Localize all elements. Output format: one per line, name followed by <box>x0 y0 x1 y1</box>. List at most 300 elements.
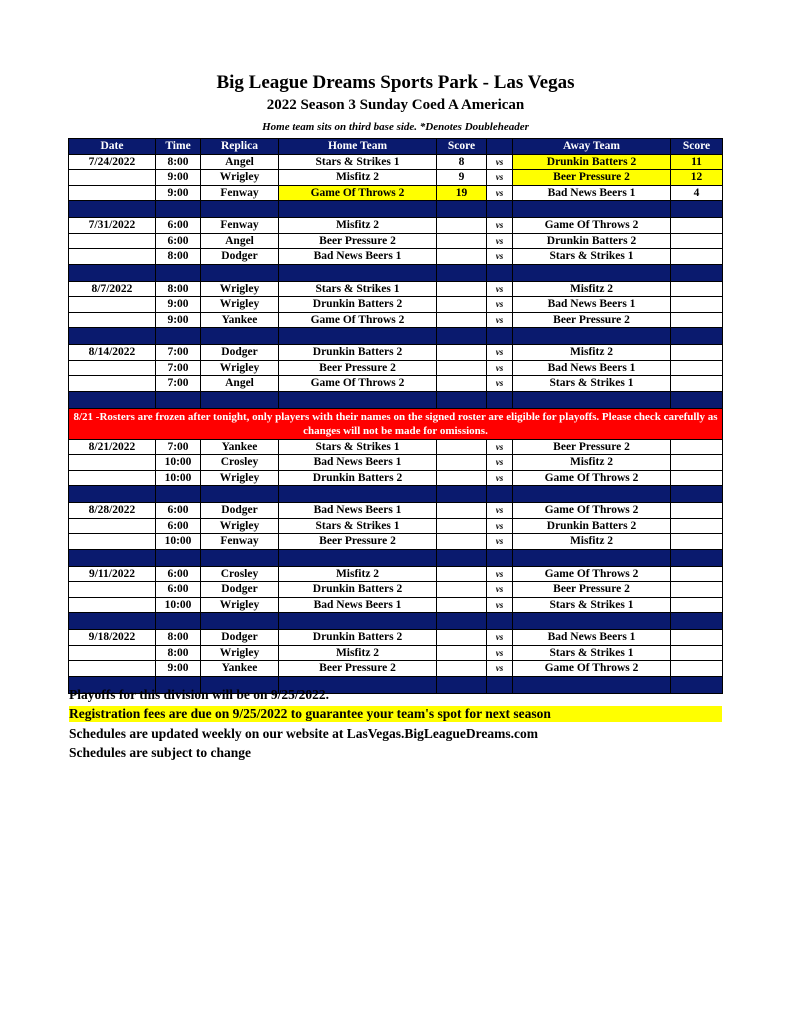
cell-date <box>69 661 156 677</box>
cell-home-score <box>437 455 487 471</box>
cell-date: 9/18/2022 <box>69 630 156 646</box>
cell-replica: Fenway <box>201 218 279 234</box>
separator-cell <box>513 201 671 218</box>
game-row <box>69 312 723 328</box>
week-separator <box>69 486 723 503</box>
game-row <box>69 630 723 646</box>
cell-away-score <box>671 281 723 297</box>
game-row <box>69 661 723 677</box>
separator-cell <box>487 676 513 693</box>
cell-time: 10:00 <box>156 470 201 486</box>
separator-cell <box>671 201 723 218</box>
cell-replica: Dodger <box>201 503 279 519</box>
cell-date <box>69 185 156 201</box>
cell-home-score <box>437 534 487 550</box>
playoffs-note: Playoffs for this division will be on 9/25/2022. <box>69 687 330 702</box>
cell-time: 10:00 <box>156 597 201 613</box>
cell-home-score <box>437 439 487 455</box>
separator-cell <box>69 549 156 566</box>
game-row <box>69 439 723 455</box>
cell-home-score <box>437 503 487 519</box>
col-away-score: Score <box>671 139 723 155</box>
vs-label: vs <box>487 154 513 170</box>
cell-home: Beer Pressure 2 <box>279 360 437 376</box>
separator-cell <box>156 486 201 503</box>
cell-away-score: 11 <box>671 154 723 170</box>
cell-away-score <box>671 360 723 376</box>
cell-home-score <box>437 376 487 392</box>
col-away-team: Away Team <box>513 139 671 155</box>
separator-cell <box>437 676 487 693</box>
cell-away-score <box>671 455 723 471</box>
cell-time: 6:00 <box>156 503 201 519</box>
cell-date <box>69 645 156 661</box>
separator-cell <box>279 613 437 630</box>
game-row <box>69 503 723 519</box>
cell-home-score <box>437 249 487 265</box>
separator-cell <box>487 391 513 408</box>
cell-replica: Wrigley <box>201 597 279 613</box>
cell-away: Beer Pressure 2 <box>513 312 671 328</box>
game-row <box>69 566 723 582</box>
cell-away: Beer Pressure 2 <box>513 582 671 598</box>
cell-home: Game Of Throws 2 <box>279 376 437 392</box>
separator-cell <box>513 613 671 630</box>
vs-label: vs <box>487 534 513 550</box>
change-note: Schedules are subject to change <box>69 745 251 760</box>
cell-away-score <box>671 439 723 455</box>
cell-away: Bad News Beers 1 <box>513 185 671 201</box>
separator-cell <box>513 676 671 693</box>
cell-away: Misfitz 2 <box>513 455 671 471</box>
cell-away-score <box>671 518 723 534</box>
roster-notice <box>69 408 723 439</box>
vs-label: vs <box>487 233 513 249</box>
cell-home-score <box>437 597 487 613</box>
cell-date <box>69 312 156 328</box>
vs-label: vs <box>487 185 513 201</box>
separator-cell <box>437 328 487 345</box>
cell-time: 10:00 <box>156 534 201 550</box>
separator-cell <box>513 549 671 566</box>
separator-cell <box>437 486 487 503</box>
separator-cell <box>279 391 437 408</box>
separator-cell <box>437 613 487 630</box>
cell-date: 7/31/2022 <box>69 218 156 234</box>
game-row <box>69 582 723 598</box>
separator-cell <box>201 613 279 630</box>
vs-label: vs <box>487 439 513 455</box>
cell-date <box>69 597 156 613</box>
cell-time: 8:00 <box>156 645 201 661</box>
vs-label: vs <box>487 345 513 361</box>
cell-away-score <box>671 645 723 661</box>
game-row <box>69 518 723 534</box>
cell-away: Bad News Beers 1 <box>513 360 671 376</box>
cell-date: 7/24/2022 <box>69 154 156 170</box>
cell-time: 9:00 <box>156 297 201 313</box>
cell-time: 6:00 <box>156 233 201 249</box>
cell-date: 9/11/2022 <box>69 566 156 582</box>
cell-away-score <box>671 470 723 486</box>
cell-time: 7:00 <box>156 439 201 455</box>
cell-home: Drunkin Batters 2 <box>279 470 437 486</box>
separator-cell <box>671 391 723 408</box>
game-row <box>69 233 723 249</box>
cell-time: 9:00 <box>156 312 201 328</box>
cell-home-score <box>437 566 487 582</box>
cell-replica: Wrigley <box>201 645 279 661</box>
cell-home: Drunkin Batters 2 <box>279 630 437 646</box>
cell-home: Game Of Throws 2 <box>279 185 437 201</box>
game-row <box>69 376 723 392</box>
cell-replica: Wrigley <box>201 281 279 297</box>
cell-date <box>69 470 156 486</box>
cell-away-score <box>671 597 723 613</box>
cell-away: Game Of Throws 2 <box>513 566 671 582</box>
cell-away: Game Of Throws 2 <box>513 218 671 234</box>
cell-date: 8/21/2022 <box>69 439 156 455</box>
col-vs <box>487 139 513 155</box>
separator-cell <box>487 264 513 281</box>
separator-cell <box>69 613 156 630</box>
vs-label: vs <box>487 170 513 186</box>
game-row <box>69 185 723 201</box>
vs-label: vs <box>487 281 513 297</box>
cell-away: Game Of Throws 2 <box>513 661 671 677</box>
vs-label: vs <box>487 249 513 265</box>
separator-cell <box>513 486 671 503</box>
game-row <box>69 218 723 234</box>
cell-replica: Wrigley <box>201 170 279 186</box>
schedule-table <box>68 138 723 694</box>
cell-away-score <box>671 503 723 519</box>
separator-cell <box>437 201 487 218</box>
separator-cell <box>671 264 723 281</box>
cell-away: Drunkin Batters 2 <box>513 233 671 249</box>
game-row <box>69 360 723 376</box>
cell-time: 8:00 <box>156 281 201 297</box>
cell-away: Game Of Throws 2 <box>513 503 671 519</box>
vs-label: vs <box>487 566 513 582</box>
game-row <box>69 597 723 613</box>
cell-away-score <box>671 345 723 361</box>
separator-cell <box>156 613 201 630</box>
separator-cell <box>201 201 279 218</box>
cell-replica: Dodger <box>201 345 279 361</box>
cell-time: 8:00 <box>156 249 201 265</box>
cell-home: Beer Pressure 2 <box>279 233 437 249</box>
separator-cell <box>487 549 513 566</box>
cell-home-score <box>437 281 487 297</box>
cell-replica: Wrigley <box>201 470 279 486</box>
separator-cell <box>437 549 487 566</box>
cell-home: Stars & Strikes 1 <box>279 439 437 455</box>
cell-home-score <box>437 312 487 328</box>
cell-time: 10:00 <box>156 455 201 471</box>
cell-replica: Wrigley <box>201 518 279 534</box>
vs-label: vs <box>487 661 513 677</box>
cell-away-score: 4 <box>671 185 723 201</box>
cell-date: 8/7/2022 <box>69 281 156 297</box>
vs-label: vs <box>487 312 513 328</box>
col-replica: Replica <box>201 139 279 155</box>
separator-cell <box>487 486 513 503</box>
cell-home: Misfitz 2 <box>279 218 437 234</box>
separator-cell <box>201 328 279 345</box>
game-row <box>69 455 723 471</box>
game-row <box>69 534 723 550</box>
cell-away-score <box>671 534 723 550</box>
separator-cell <box>671 676 723 693</box>
cell-away: Stars & Strikes 1 <box>513 249 671 265</box>
game-row <box>69 345 723 361</box>
cell-date <box>69 582 156 598</box>
cell-away-score <box>671 249 723 265</box>
vs-label: vs <box>487 360 513 376</box>
cell-replica: Yankee <box>201 439 279 455</box>
cell-home: Bad News Beers 1 <box>279 249 437 265</box>
cell-replica: Dodger <box>201 249 279 265</box>
game-row <box>69 249 723 265</box>
cell-time: 6:00 <box>156 518 201 534</box>
separator-cell <box>201 264 279 281</box>
cell-home: Misfitz 2 <box>279 170 437 186</box>
separator-cell <box>487 328 513 345</box>
vs-label: vs <box>487 597 513 613</box>
vs-label: vs <box>487 218 513 234</box>
cell-date: 8/28/2022 <box>69 503 156 519</box>
cell-home-score <box>437 518 487 534</box>
week-separator <box>69 264 723 281</box>
separator-cell <box>279 486 437 503</box>
cell-home: Beer Pressure 2 <box>279 661 437 677</box>
cell-time: 7:00 <box>156 376 201 392</box>
separator-cell <box>201 391 279 408</box>
cell-replica: Wrigley <box>201 360 279 376</box>
cell-time: 8:00 <box>156 154 201 170</box>
col-home-team: Home Team <box>279 139 437 155</box>
cell-time: 9:00 <box>156 661 201 677</box>
vs-label: vs <box>487 518 513 534</box>
separator-cell <box>156 264 201 281</box>
cell-away: Stars & Strikes 1 <box>513 645 671 661</box>
separator-cell <box>201 549 279 566</box>
cell-home: Drunkin Batters 2 <box>279 345 437 361</box>
cell-away: Beer Pressure 2 <box>513 170 671 186</box>
separator-cell <box>437 264 487 281</box>
separator-cell <box>437 391 487 408</box>
week-separator <box>69 613 723 630</box>
week-separator <box>69 391 723 408</box>
vs-label: vs <box>487 645 513 661</box>
separator-cell <box>69 486 156 503</box>
cell-time: 6:00 <box>156 582 201 598</box>
registration-note: Registration fees are due on 9/25/2022 to guarantee your team's spot for next season <box>69 706 722 722</box>
separator-cell <box>487 201 513 218</box>
cell-replica: Yankee <box>201 312 279 328</box>
separator-cell <box>513 264 671 281</box>
col-time: Time <box>156 139 201 155</box>
vs-label: vs <box>487 630 513 646</box>
cell-home: Bad News Beers 1 <box>279 455 437 471</box>
separator-cell <box>156 201 201 218</box>
separator-cell <box>201 486 279 503</box>
cell-away: Stars & Strikes 1 <box>513 376 671 392</box>
cell-replica: Crosley <box>201 566 279 582</box>
separator-cell <box>156 391 201 408</box>
vs-label: vs <box>487 297 513 313</box>
vs-label: vs <box>487 470 513 486</box>
cell-date: 8/14/2022 <box>69 345 156 361</box>
week-separator <box>69 549 723 566</box>
cell-home: Bad News Beers 1 <box>279 503 437 519</box>
cell-date <box>69 360 156 376</box>
col-home-score: Score <box>437 139 487 155</box>
cell-away: Game Of Throws 2 <box>513 470 671 486</box>
vs-label: vs <box>487 503 513 519</box>
cell-time: 8:00 <box>156 630 201 646</box>
cell-away: Misfitz 2 <box>513 534 671 550</box>
cell-replica: Crosley <box>201 455 279 471</box>
header-row <box>69 139 723 155</box>
cell-away: Bad News Beers 1 <box>513 297 671 313</box>
separator-cell <box>487 613 513 630</box>
cell-home-score <box>437 645 487 661</box>
separator-cell <box>671 486 723 503</box>
separator-cell <box>69 264 156 281</box>
cell-home-score <box>437 233 487 249</box>
cell-date <box>69 455 156 471</box>
game-row <box>69 645 723 661</box>
cell-home-score: 19 <box>437 185 487 201</box>
cell-date <box>69 233 156 249</box>
separator-cell <box>279 264 437 281</box>
game-row <box>69 297 723 313</box>
cell-date <box>69 534 156 550</box>
cell-home: Misfitz 2 <box>279 566 437 582</box>
cell-date <box>69 249 156 265</box>
cell-away-score <box>671 661 723 677</box>
cell-replica: Fenway <box>201 185 279 201</box>
schedule-body <box>69 154 723 693</box>
cell-replica: Dodger <box>201 582 279 598</box>
cell-home-score <box>437 297 487 313</box>
cell-away-score <box>671 630 723 646</box>
cell-home-score <box>437 582 487 598</box>
cell-away-score <box>671 218 723 234</box>
separator-cell <box>671 549 723 566</box>
cell-away: Stars & Strikes 1 <box>513 597 671 613</box>
separator-cell <box>69 391 156 408</box>
separator-cell <box>279 549 437 566</box>
cell-home: Stars & Strikes 1 <box>279 281 437 297</box>
cell-home-score <box>437 345 487 361</box>
cell-away-score <box>671 233 723 249</box>
cell-home-score <box>437 470 487 486</box>
website-note: Schedules are updated weekly on our website at LasVegas.BigLeagueDreams.com <box>69 726 539 741</box>
cell-time: 9:00 <box>156 185 201 201</box>
cell-time: 6:00 <box>156 566 201 582</box>
cell-home: Beer Pressure 2 <box>279 534 437 550</box>
cell-date <box>69 170 156 186</box>
cell-replica: Angel <box>201 233 279 249</box>
cell-replica: Yankee <box>201 661 279 677</box>
cell-away: Beer Pressure 2 <box>513 439 671 455</box>
cell-home: Stars & Strikes 1 <box>279 154 437 170</box>
roster-notice-text: 8/21 -Rosters are frozen after tonight, only players with their names on the signed roster are eligible for playoffs. Please check carefully as changes will not be made for omissions. <box>69 408 723 439</box>
cell-home: Stars & Strikes 1 <box>279 518 437 534</box>
cell-home-score <box>437 630 487 646</box>
cell-time: 7:00 <box>156 360 201 376</box>
cell-replica: Fenway <box>201 534 279 550</box>
season-subtitle: 2022 Season 3 Sunday Coed A American <box>266 97 525 113</box>
cell-away: Drunkin Batters 2 <box>513 518 671 534</box>
col-date: Date <box>69 139 156 155</box>
separator-cell <box>279 201 437 218</box>
cell-replica: Angel <box>201 154 279 170</box>
separator-cell <box>513 328 671 345</box>
separator-cell <box>279 328 437 345</box>
week-separator <box>69 328 723 345</box>
vs-label: vs <box>487 376 513 392</box>
separator-cell <box>513 391 671 408</box>
cell-home: Drunkin Batters 2 <box>279 297 437 313</box>
separator-cell <box>671 613 723 630</box>
vs-label: vs <box>487 455 513 471</box>
page-title: Big League Dreams Sports Park - Las Vegas <box>216 72 575 93</box>
game-row <box>69 170 723 186</box>
game-row <box>69 470 723 486</box>
separator-cell <box>69 328 156 345</box>
cell-away-score <box>671 566 723 582</box>
cell-away: Drunkin Batters 2 <box>513 154 671 170</box>
cell-home-score <box>437 218 487 234</box>
home-team-note: Home team sits on third base side. *Denotes Doubleheader <box>262 121 529 133</box>
separator-cell <box>671 328 723 345</box>
game-row <box>69 154 723 170</box>
cell-away: Misfitz 2 <box>513 345 671 361</box>
cell-home-score <box>437 661 487 677</box>
cell-replica: Angel <box>201 376 279 392</box>
separator-cell <box>156 549 201 566</box>
game-row <box>69 281 723 297</box>
cell-date <box>69 297 156 313</box>
separator-cell <box>156 328 201 345</box>
cell-away-score: 12 <box>671 170 723 186</box>
cell-replica: Wrigley <box>201 297 279 313</box>
cell-home: Game Of Throws 2 <box>279 312 437 328</box>
cell-home: Bad News Beers 1 <box>279 597 437 613</box>
separator-cell <box>69 201 156 218</box>
cell-date <box>69 518 156 534</box>
cell-time: 9:00 <box>156 170 201 186</box>
cell-date <box>69 376 156 392</box>
cell-home-score: 9 <box>437 170 487 186</box>
cell-away: Misfitz 2 <box>513 281 671 297</box>
cell-away-score <box>671 376 723 392</box>
cell-away-score <box>671 297 723 313</box>
cell-away-score <box>671 312 723 328</box>
cell-away: Bad News Beers 1 <box>513 630 671 646</box>
week-separator <box>69 201 723 218</box>
cell-home: Misfitz 2 <box>279 645 437 661</box>
cell-away-score <box>671 582 723 598</box>
cell-time: 6:00 <box>156 218 201 234</box>
cell-home-score <box>437 360 487 376</box>
cell-time: 7:00 <box>156 345 201 361</box>
vs-label: vs <box>487 582 513 598</box>
